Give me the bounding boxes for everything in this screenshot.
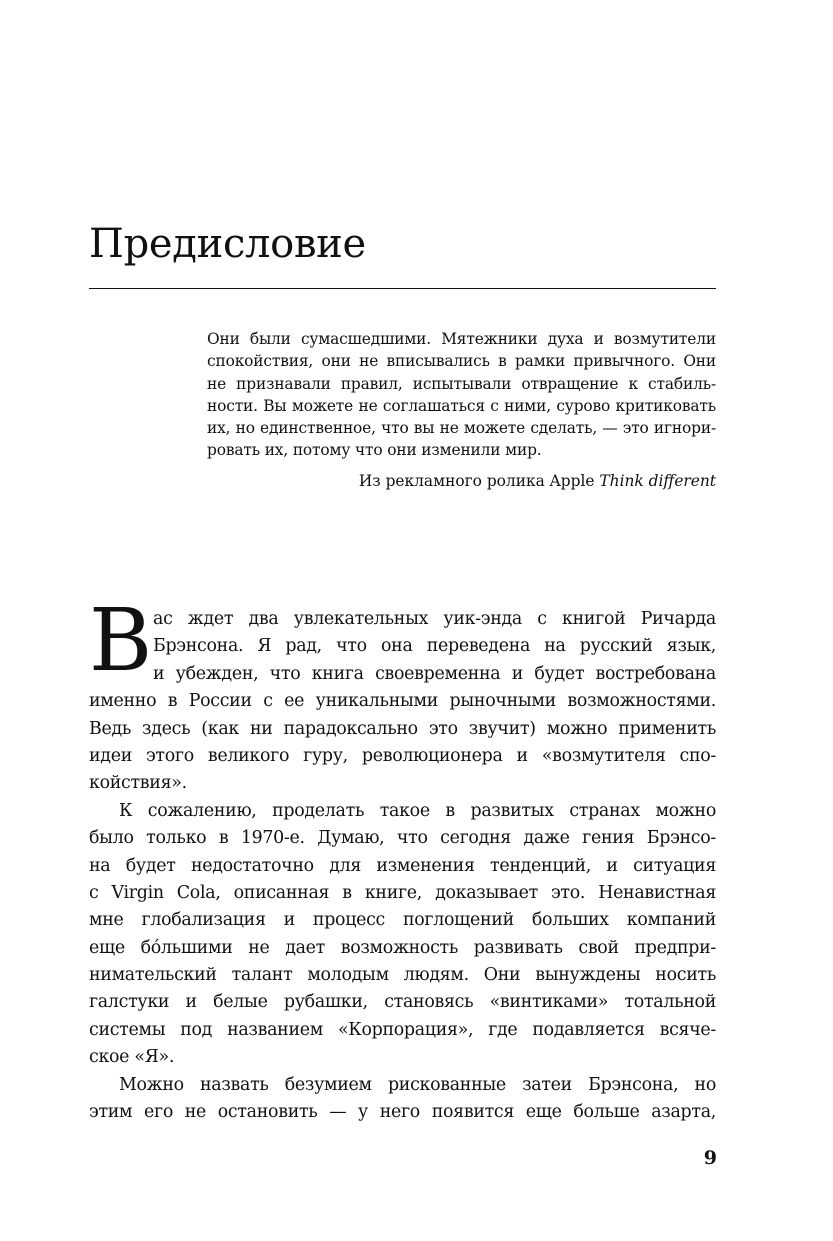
text-line: было только в 1970-е. Думаю, что сегодня даже гения Брэнсо- [89, 828, 716, 849]
text-line: койствия». [89, 773, 187, 794]
epigraph [207, 328, 716, 462]
text-line: Ведь здесь (как ни парадоксально это звучит) можно применить [89, 718, 716, 739]
text-line: ское «Я». [89, 1047, 175, 1068]
epigraph-line: спокойствия, они не вписывались в рамки привычного. Они [207, 352, 716, 371]
text-line: ас ждет два увлекательных уик-энда с книгой Ричарда [153, 609, 716, 629]
epigraph-line: ности. Вы можете не соглашаться с ними, сурово критиковать [207, 396, 716, 415]
text-line: Можно назвать безумием рискованные затеи Брэнсона, но [119, 1074, 716, 1095]
epigraph-line: ровать их, потому что они изменили мир. [207, 441, 542, 460]
page-number: 9 [703, 1147, 717, 1169]
text-line: К сожалению, проделать такое в развитых странах можно [119, 800, 716, 821]
paragraph [89, 1072, 716, 1127]
text-line: Брэнсона. Я рад, что она переведена на русский язык, [153, 636, 716, 657]
attribution-title: Think different [599, 472, 716, 490]
text-line: нимательский талант молодым людям. Они вынуждены носить [89, 965, 716, 986]
body-text [89, 606, 716, 1126]
title-rule [89, 288, 716, 289]
text-line: системы под названием «Корпорация», где подавляется всяче- [89, 1019, 716, 1040]
text-line: еще бóльшими не дает возможность развивать свой предпри- [89, 937, 716, 958]
attribution-source: Из рекламного ролика Apple [358, 472, 600, 490]
epigraph-line: их, но единственное, что вы не можете сделать, — это игнори- [207, 419, 716, 438]
text-line: именно в России с ее уникальными рыночными возможностями. [89, 691, 716, 712]
epigraph-line: Они были сумасшедшими. Мятежники духа и возмутители [207, 330, 716, 348]
text-line: и убежден, что книга своевременна и будет востребована [153, 663, 716, 684]
epigraph-attribution [359, 470, 716, 492]
text-line: с Virgin Cola, описанная в книге, доказывает это. Ненавистная [89, 882, 716, 903]
paragraph [89, 606, 716, 798]
text-line: идеи этого великого гуру, революционера и «возмутителя спо- [89, 745, 716, 766]
text-line: этим его не остановить — у него появится еще больше азарта, [89, 1102, 716, 1123]
paragraph [89, 798, 716, 1072]
epigraph-line: не признавали правил, испытывали отвращение к стабиль- [207, 374, 716, 393]
drop-cap: В [89, 591, 153, 691]
text-line: на будет недостаточно для изменения тенденций, и ситуация [89, 855, 716, 876]
chapter-title: Предисловие [89, 221, 366, 267]
text-line: галстуки и белые рубашки, становясь «винтиками» тотальной [89, 992, 716, 1013]
text-line: мне глобализация и процесс поглощений больших компаний [89, 910, 716, 931]
